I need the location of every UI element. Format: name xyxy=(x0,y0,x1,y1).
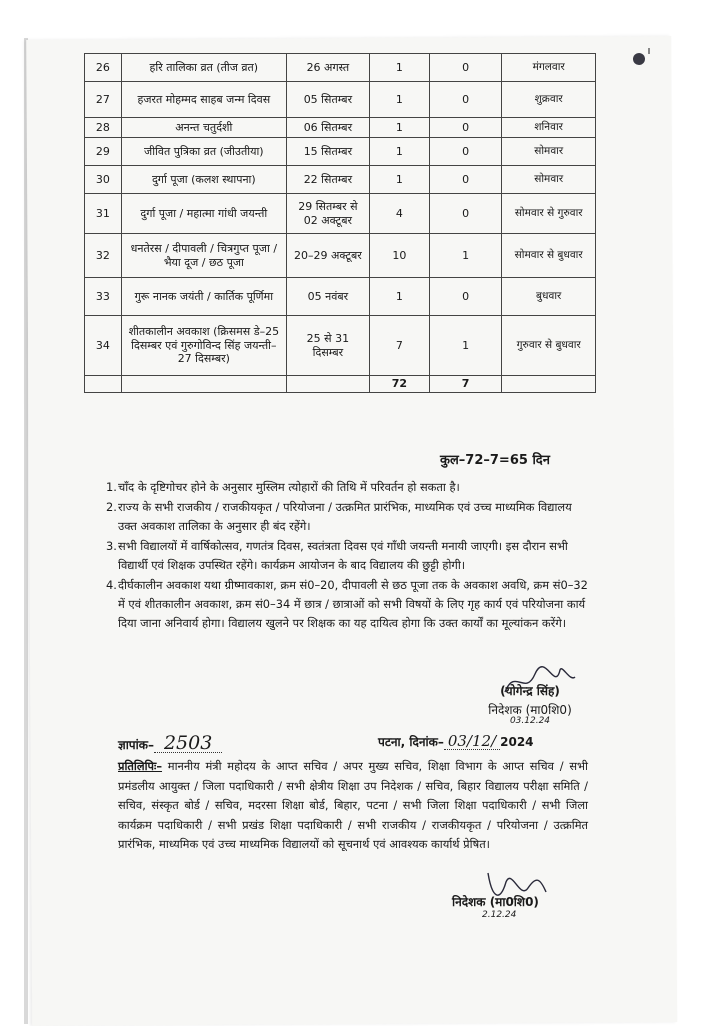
days-count: 1 xyxy=(369,54,429,82)
signature-date-note-2: 2.12.24 xyxy=(482,910,517,920)
copy-text: माननीय मंत्री महोदय के आप्त सचिव / अपर मुख्य सचिव, शिक्षा विभाग के आप्त सचिव / सभी प्रमंडलीय आयुक्त / जिला पदाधिकारी / सभी क्षेत्रीय शिक्षा उप निदेशक / सचिव, बिहार विद्यालय परीक्षा समिति / सचिव, संस्कृत बोर्ड / सचिव, मदरसा शिक्षा बोर्ड, बिहार, पटना / सभी जिला शिक्षा पदाधिकारी / सभी जिला कार्यक्रम पदाधिकारी / सभी प्रखंड शिक्षा पदाधिकारी / सभी राजकीय / राजकीयकृत / परियोजना / उत्क्रमित प्रारंभिक, माध्यमिक एवं उच्च माध्यमिक विद्यालयों को सूचनार्थ एवं आवश्यक कार्यार्थ प्रेषित। xyxy=(118,759,588,851)
days-count: 4 xyxy=(369,194,429,234)
memo-label: ज्ञापांक– xyxy=(118,738,154,752)
row-number: 27 xyxy=(85,82,122,118)
memo-number: 2503 xyxy=(163,732,213,754)
holiday-name: धनतेरस / दीपावली / चित्रगुप्त पूजा / भैया दूज / छठ पूजा xyxy=(121,234,286,278)
holiday-date: 20–29 अक्टूबर xyxy=(286,234,369,278)
weekday: शनिवार xyxy=(502,118,596,138)
total-days: 72 xyxy=(369,376,429,393)
total-blank xyxy=(502,376,596,393)
holiday-name: दुर्गा पूजा / महात्मा गांधी जयन्ती xyxy=(121,194,286,234)
holiday-name: हजरत मोहम्मद साहब जन्म दिवस xyxy=(121,82,286,118)
row-number: 29 xyxy=(85,138,122,166)
extra-count: 0 xyxy=(429,278,502,316)
extra-count: 0 xyxy=(429,166,502,194)
extra-count: 1 xyxy=(429,316,502,376)
extra-count: 0 xyxy=(429,54,502,82)
date-field xyxy=(444,732,500,750)
extra-count: 0 xyxy=(429,194,502,234)
holiday-name: हरि तालिका व्रत (तीज व्रत) xyxy=(121,54,286,82)
row-number: 26 xyxy=(85,54,122,82)
extra-count: 0 xyxy=(429,138,502,166)
days-count: 7 xyxy=(369,316,429,376)
total-blank xyxy=(286,376,369,393)
handwritten-date: 03/12/ xyxy=(447,732,497,750)
holiday-name: शीतकालीन अवकाश (क्रिसमस डे–25 दिसम्बर एवं गुरुगोविन्द सिंह जयन्ती–27 दिसम्बर) xyxy=(121,316,286,376)
table-row xyxy=(85,166,596,194)
holiday-date: 22 सितम्बर xyxy=(286,166,369,194)
page-corner-tick xyxy=(648,48,650,54)
days-count: 1 xyxy=(369,166,429,194)
note-text: सभी विद्यालयों में वार्षिकोत्सव, गणतंत्र दिवस, स्वतंत्रता दिवस एवं गाँधी जयन्ती मनायी जाएगी। इस दौरान सभी विद्यार्थी एवं शिक्षक उपस्थित रहेंगे। कार्यक्रम आयोजन के बाद विद्यालय की छुट्टी होगी। xyxy=(118,539,568,572)
note-item xyxy=(106,576,588,633)
total-blank xyxy=(121,376,286,393)
days-count: 10 xyxy=(369,234,429,278)
note-number: 1. xyxy=(106,480,117,494)
row-number: 28 xyxy=(85,118,122,138)
weekday: गुरुवार से बुधवार xyxy=(502,316,596,376)
memo-date xyxy=(378,732,534,750)
days-count: 1 xyxy=(369,278,429,316)
extra-count: 1 xyxy=(429,234,502,278)
signatory-name: (योगेन्द्र सिंह) xyxy=(500,684,560,698)
note-item xyxy=(106,498,588,536)
table-row xyxy=(85,118,596,138)
page-corner-mark xyxy=(633,53,645,65)
weekday: शुक्रवार xyxy=(502,82,596,118)
signature-block-1 xyxy=(470,668,590,726)
holiday-date: 15 सितम्बर xyxy=(286,138,369,166)
weekday: सोमवार xyxy=(502,138,596,166)
total-extra: 7 xyxy=(429,376,502,393)
holiday-name: दुर्गा पूजा (कलश स्थापना) xyxy=(121,166,286,194)
row-number: 34 xyxy=(85,316,122,376)
holiday-date: 29 सितम्बर से 02 अक्टूबर xyxy=(286,194,369,234)
total-summary: कुल–72–7=65 दिन xyxy=(440,453,550,468)
signatory-designation: निदेशक (मा0शि0) xyxy=(488,703,572,717)
row-number: 31 xyxy=(85,194,122,234)
extra-count: 0 xyxy=(429,118,502,138)
row-number: 32 xyxy=(85,234,122,278)
table-row xyxy=(85,194,596,234)
holiday-table xyxy=(84,53,596,393)
signature-date-note: 03.12.24 xyxy=(509,716,551,726)
weekday: बुधवार xyxy=(502,278,596,316)
note-number: 2. xyxy=(106,500,117,514)
days-count: 1 xyxy=(369,138,429,166)
holiday-date: 06 सितम्बर xyxy=(286,118,369,138)
table-row xyxy=(85,54,596,82)
note-text: चाँद के दृष्टिगोचर होने के अनुसार मुस्लिम त्योहारों की तिथि में परिवर्तन हो सकता है। xyxy=(118,480,460,494)
note-text: दीर्घकालीन अवकाश यथा ग्रीष्मावकाश, क्रम सं0–20, दीपावली से छठ पूजा तक के अवकाश अवधि, क्रम सं0–32 में एवं शीतकालीन अवकाश, क्रम सं0–34 में छात्र / छात्राओं को सभी विषयों के लिए गृह कार्य एवं परियोजना कार्य दिया जाना अनिवार्य होगा। विद्यालय खुलने पर शिक्षक का यह दायित्व होगा कि उक्त कार्यों का मूल्यांकन करेंगे। xyxy=(118,578,588,630)
holiday-name: जीवित पुत्रिका व्रत (जीउतीया) xyxy=(121,138,286,166)
total-row xyxy=(85,376,596,393)
row-number: 33 xyxy=(85,278,122,316)
table-row xyxy=(85,278,596,316)
days-count: 1 xyxy=(369,82,429,118)
note-item xyxy=(106,478,588,497)
weekday: सोमवार से बुधवार xyxy=(502,234,596,278)
weekday: सोमवार से गुरुवार xyxy=(502,194,596,234)
weekday: सोमवार xyxy=(502,166,596,194)
table-row xyxy=(85,138,596,166)
copy-label: प्रतिलिपिः– xyxy=(118,759,163,773)
weekday: मंगलवार xyxy=(502,54,596,82)
copy-to-block xyxy=(118,757,588,855)
note-item xyxy=(106,537,588,575)
table-row xyxy=(85,316,596,376)
holiday-date: 25 से 31 दिसम्बर xyxy=(286,316,369,376)
notes-list xyxy=(106,478,588,634)
holiday-name: अनन्त चतुर्दशी xyxy=(121,118,286,138)
note-number: 4. xyxy=(106,578,117,592)
note-number: 3. xyxy=(106,539,117,553)
extra-count: 0 xyxy=(429,82,502,118)
holiday-date: 05 सितम्बर xyxy=(286,82,369,118)
memo-number-field xyxy=(154,732,222,754)
signature-block-2 xyxy=(452,893,539,920)
table-row xyxy=(85,82,596,118)
holiday-name: गुरू नानक जयंती / कार्तिक पूर्णिमा xyxy=(121,278,286,316)
row-number: 30 xyxy=(85,166,122,194)
holiday-date: 05 नवंबर xyxy=(286,278,369,316)
date-year: 2024 xyxy=(500,735,534,749)
total-blank xyxy=(85,376,122,393)
place-date-label: पटना, दिनांक– xyxy=(378,735,444,749)
holiday-date: 26 अगस्त xyxy=(286,54,369,82)
table-row xyxy=(85,234,596,278)
signatory-designation-2: निदेशक (मा0शि0) xyxy=(452,895,539,909)
days-count: 1 xyxy=(369,118,429,138)
note-text: राज्य के सभी राजकीय / राजकीयकृत / परियोजना / उत्क्रमित प्रारंभिक, माध्यमिक एवं उच्च माध्यमिक विद्यालय उक्त अवकाश तालिका के अनुसार ही बंद रहेंगे। xyxy=(118,500,572,533)
